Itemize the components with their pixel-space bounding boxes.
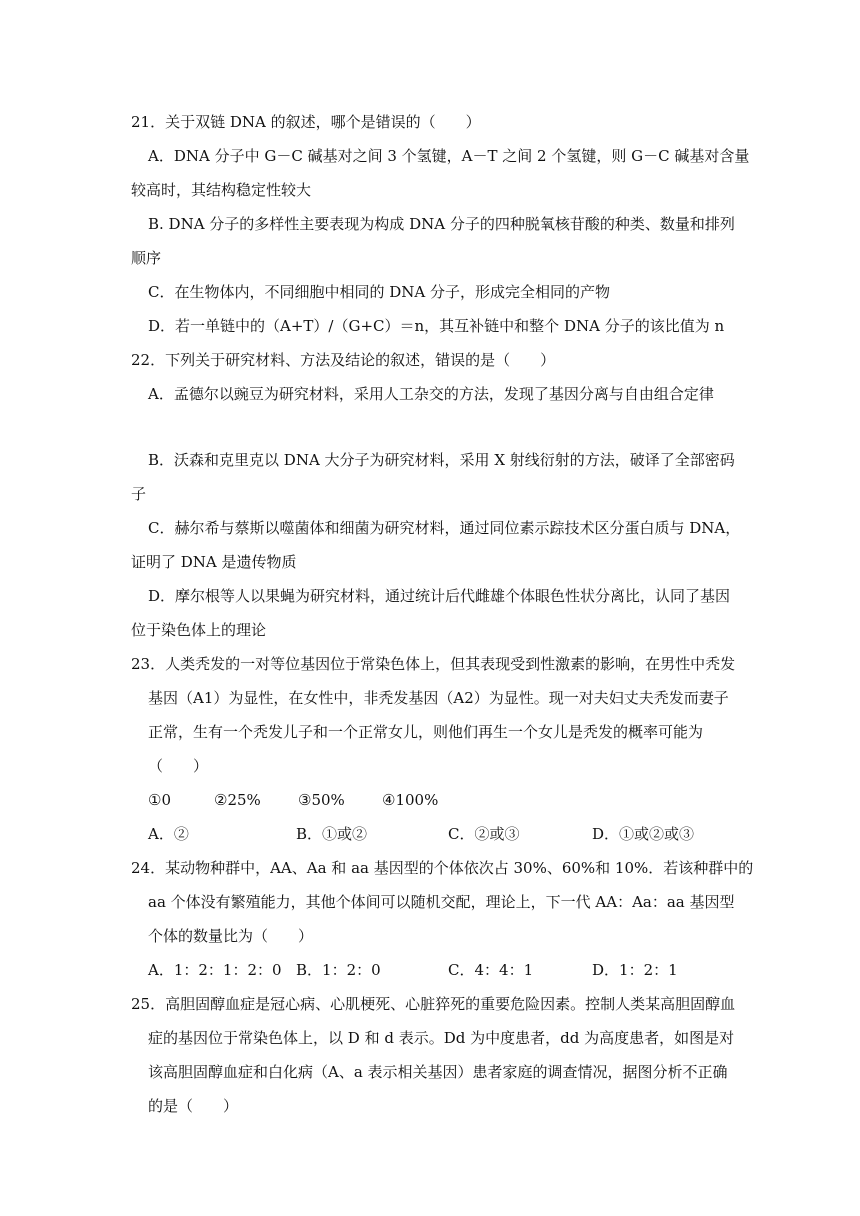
q21-option-b-line1: B. DNA 分子的多样性主要表现为构成 DNA 分子的四种脱氧核苷酸的种类、数量和排列 (148, 215, 735, 233)
q23-option-d: D．①或②或③ (592, 825, 695, 843)
q22-option-d-line1: D．摩尔根等人以果蝇为研究材料，通过统计后代雌雄个体眼色性状分离比，认同了基因 (148, 587, 731, 605)
q24-line2: aa 个体没有繁殖能力，其他个体间可以随机交配，理论上，下一代 AA：Aa：aa 基因型 (148, 893, 735, 911)
q24-option-c: C．4：4：1 (448, 961, 534, 979)
q22-option-c-line2: 证明了 DNA 是遗传物质 (131, 553, 297, 571)
q25-line3: 该高胆固醇血症和白化病（A、a 表示相关基因）患者家庭的调查情况，据图分析不正确 (148, 1063, 728, 1081)
q21-option-a-line2: 较高时，其结构稳定性较大 (131, 181, 312, 199)
q22-option-c-line1: C．赫尔希与蔡斯以噬菌体和细菌为研究材料，通过同位素示踪技术区分蛋白质与 DNA， (148, 519, 741, 537)
q25-line1: 25．高胆固醇血症是冠心病、心肌梗死、心脏猝死的重要危险因素。控制人类某高胆固醇血 (131, 995, 736, 1013)
q22-option-b-line2: 子 (131, 485, 147, 503)
q22-option-d-line2: 位于染色体上的理论 (131, 621, 267, 639)
q23-item-1: ①0 (148, 791, 171, 809)
q23-line3: 正常，生有一个秃发儿子和一个正常女儿，则他们再生一个女儿是秃发的概率可能为 (148, 723, 704, 741)
q21-stem: 21．关于双链 DNA 的叙述，哪个是错误的（ ） (131, 113, 481, 131)
q21-option-b-line2: 顺序 (131, 249, 162, 267)
q22-option-a: A．孟德尔以豌豆为研究材料，采用人工杂交的方法，发现了基因分离与自由组合定律 (148, 385, 714, 403)
q23-line2: 基因（A1）为显性，在女性中，非秃发基因（A2）为显性。现一对夫妇丈夫秃发而妻子 (148, 689, 729, 707)
q23-item-3: ③50% (298, 791, 345, 809)
q23-line4: （ ） (148, 757, 209, 775)
q22-stem: 22．下列关于研究材料、方法及结论的叙述，错误的是（ ） (131, 351, 556, 369)
q21-option-d: D．若一单链中的（A+T）/（G+C）＝n，其互补链中和整个 DNA 分子的该比值为 n (148, 317, 725, 335)
q23-option-c: C．②或③ (448, 825, 520, 843)
q23-item-4: ④100% (382, 791, 439, 809)
q21-option-a-line1: A．DNA 分子中 G－C 碱基对之间 3 个氢键，A－T 之间 2 个氢键，则 G－C 碱基对含量 (148, 147, 750, 165)
q23-item-2: ②25% (214, 791, 261, 809)
q22-option-b-line1: B．沃森和克里克以 DNA 大分子为研究材料，采用 X 射线衍射的方法，破译了全部密码 (148, 451, 735, 469)
q24-option-a: A．1：2：1：2：0 (148, 961, 282, 979)
q23-option-b: B．①或② (296, 825, 368, 843)
q23-option-a: A．② (148, 825, 189, 843)
q24-line3: 个体的数量比为（ ） (148, 927, 314, 945)
q21-option-c: C．在生物体内，不同细胞中相同的 DNA 分子，形成完全相同的产物 (148, 283, 610, 301)
q24-option-b: B．1：2：0 (296, 961, 381, 979)
q24-line1: 24．某动物种群中，AA、Aa 和 aa 基因型的个体依次占 30%、60%和 10%．若该种群中的 (131, 859, 754, 877)
q25-line2: 症的基因位于常染色体上，以 D 和 d 表示。Dd 为中度患者，dd 为高度患者，如图是对 (148, 1029, 735, 1047)
q25-line4: 的是（ ） (148, 1097, 239, 1115)
q23-line1: 23．人类秃发的一对等位基因位于常染色体上，但其表现受到性激素的影响，在男性中秃发 (131, 655, 736, 673)
q24-option-d: D．1：2：1 (592, 961, 678, 979)
